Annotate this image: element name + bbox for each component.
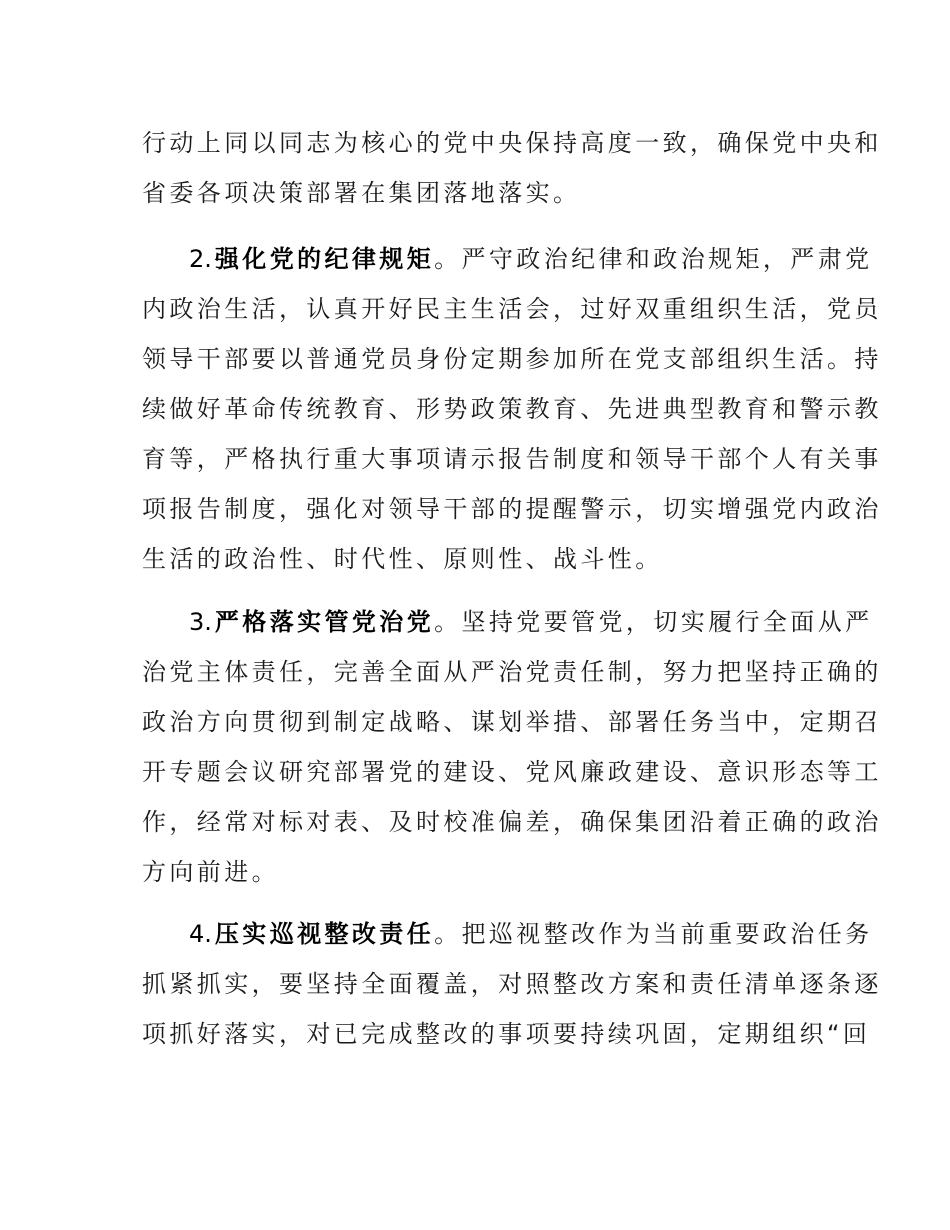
paragraph-1 bbox=[142, 118, 882, 218]
paragraph-line: 育等，严格执行重大事项请示报告制度和领导干部个人有关事 bbox=[142, 445, 882, 473]
paragraph-text: 。严守政治纪律和政治规矩，严肃党 bbox=[434, 245, 873, 273]
section-heading-text: 强化党的纪律规矩 bbox=[214, 245, 435, 273]
paragraph-line: 领导干部要以普通党员身份定期参加所在党支部组织生活。持 bbox=[142, 345, 882, 373]
paragraph-line: 省委各项决策部署在集团落地落实。 bbox=[142, 179, 581, 207]
paragraph-first-line bbox=[142, 597, 873, 647]
paragraph-text: 。坚持党要管党，切实履行全面从严 bbox=[434, 608, 873, 636]
paragraph-4 bbox=[142, 909, 882, 1059]
paragraph-line: 政治方向贯彻到制定战略、谋划举措、部署任务当中，定期召 bbox=[142, 708, 882, 736]
section-number: 3. bbox=[189, 608, 212, 636]
paragraph-2 bbox=[142, 234, 882, 584]
paragraph-line: 项抓好落实，对已完成整改的事项要持续巩固，定期组织“回 bbox=[142, 1020, 871, 1048]
paragraph-line: 项报告制度，强化对领导干部的提醒警示，切实增强党内政治 bbox=[142, 495, 882, 523]
section-heading bbox=[189, 608, 434, 636]
paragraph-first-line bbox=[142, 234, 873, 284]
section-number: 4. bbox=[189, 920, 212, 948]
paragraph-line: 生活的政治性、时代性、原则性、战斗性。 bbox=[142, 545, 663, 573]
paragraph-line: 作，经常对标对表、及时校准偏差，确保集团沿着正确的政治 bbox=[142, 808, 882, 836]
section-number: 2. bbox=[189, 245, 212, 273]
paragraph-text: 。把巡视整改作为当前重要政治任务 bbox=[434, 920, 873, 948]
paragraph-line: 抓紧抓实，要坚持全面覆盖，对照整改方案和责任清单逐条逐 bbox=[142, 970, 882, 998]
paragraph-first-line bbox=[142, 909, 873, 959]
paragraph-line: 开专题会议研究部署党的建设、党风廉政建设、意识形态等工 bbox=[142, 758, 882, 786]
section-heading-text: 压实巡视整改责任 bbox=[214, 920, 435, 948]
paragraph-line: 内政治生活，认真开好民主生活会，过好双重组织生活，党员 bbox=[142, 295, 882, 323]
paragraph-line: 行动上同以同志为核心的党中央保持高度一致，确保党中央和 bbox=[142, 129, 882, 157]
paragraph-line: 方向前进。 bbox=[142, 858, 279, 886]
section-heading-text: 严格落实管党治党 bbox=[214, 608, 435, 636]
paragraph-line: 续做好革命传统教育、形势政策教育、先进典型教育和警示教 bbox=[142, 395, 882, 423]
section-heading bbox=[189, 920, 434, 948]
paragraph-3 bbox=[142, 597, 882, 897]
paragraph-line: 治党主体责任，完善全面从严治党责任制，努力把坚持正确的 bbox=[142, 658, 882, 686]
section-heading bbox=[189, 245, 434, 273]
